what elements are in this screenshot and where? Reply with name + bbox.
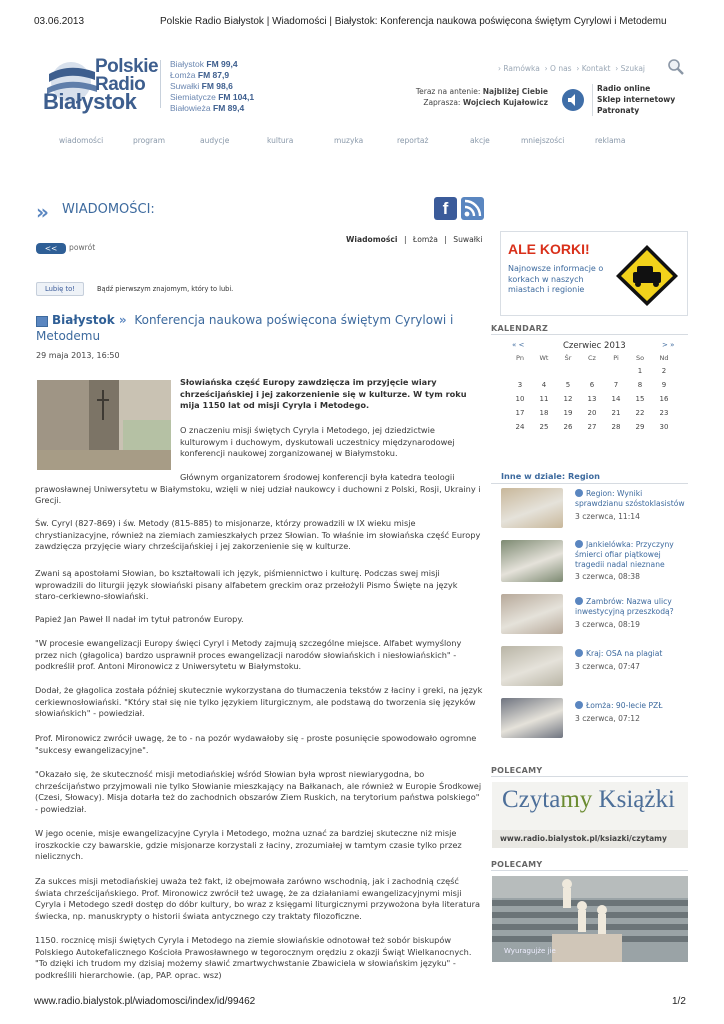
frequency-row: Suwałki FM 98,6 <box>170 81 233 91</box>
print-date: 03.06.2013 <box>34 16 85 27</box>
calendar-day[interactable]: 27 <box>587 423 597 431</box>
logo-line1: Polskie <box>95 56 159 77</box>
top-nav: › Ramówka › O nas › Kontakt › Szukaj <box>498 64 645 73</box>
print-title: Polskie Radio Białystok | Wiadomości | Białystok: Konferencja naukowa poświęcona świętym Cyrylowi i Metodemu <box>160 16 667 27</box>
article-paragraph: 1150. rocznicę misji świętych Cyryla i Metodego na ziemie słowiańskie odnotował też sobór biskupów Polskiego Autokefalicznego Kościoła Prawosławnego w tegorocznym orędziu z okazji Świąt Wielkanocnych. "To dzięki ich trudom my dzisiaj możemy sławić zmartwychwstanie Zbawiciela w słowiańskim języku" - podkreślili hierarchowie. (ap, PAP. oprac. wsz) <box>35 935 472 981</box>
calendar-day[interactable]: 19 <box>563 409 573 417</box>
related-thumb[interactable] <box>501 594 563 634</box>
frequency-row: Siemiatycze FM 104,1 <box>170 92 255 102</box>
related-date: 3 czerwca, 08:19 <box>575 620 640 629</box>
related-date: 3 czerwca, 07:12 <box>575 714 640 723</box>
calendar-day[interactable]: 15 <box>635 395 645 403</box>
section-title: WIADOMOŚCI: <box>62 202 155 217</box>
calendar-day[interactable]: 20 <box>587 409 597 417</box>
article-paragraph: Św. Cyryl (827-869) i św. Metody (815-885) to misjonarze, którzy prowadzili w IX wieku misje chrystianizacyjne, również na ziemiach zamieszkałych przez Słowian. To właśnie im słowiańska część Europy zawdzięcza przyjęcie wiary chrześcijańskiej i jej zakorzenienie się w kulturze. <box>35 518 481 552</box>
host-name: Wojciech Kujałowicz <box>462 98 548 107</box>
search-icon[interactable] <box>667 58 685 76</box>
divider <box>592 84 593 116</box>
ad-box[interactable] <box>500 231 688 316</box>
nav-kontakt[interactable]: Kontakt <box>581 64 611 73</box>
logo-divider <box>160 60 161 108</box>
article-paragraph: Dodał, że głagolica została później skutecznie wykorzystana do tłumaczenia tekstów z łaciny i greki, na język cerkiewnosłowiański. "Który stał się nie tylko językiem liturgicznym, ale podstawą do tworzenia się języków słowiańskich" - powiedział. <box>35 685 483 719</box>
calendar-day[interactable]: 14 <box>611 395 621 403</box>
calendar-dayname: Śr <box>564 354 572 362</box>
calendar-day[interactable]: 8 <box>637 381 643 389</box>
back-link[interactable]: powrót <box>69 243 96 252</box>
link-shop[interactable]: Sklep internetowy <box>597 95 676 104</box>
calendar-month: Czerwiec 2013 <box>563 341 626 351</box>
recommended-label: POLECAMY <box>491 766 543 775</box>
nav-ramowka[interactable]: Ramówka <box>503 64 540 73</box>
like-text: Bądź pierwszym znajomym, który to lubi. <box>97 285 234 293</box>
calendar-day[interactable]: 1 <box>637 367 643 375</box>
calendar-day[interactable]: 12 <box>563 395 573 403</box>
section-chevrons-icon: » <box>36 200 46 224</box>
bullet-icon <box>575 540 583 548</box>
frequency-list <box>170 59 254 114</box>
calendar-day[interactable]: 13 <box>587 395 597 403</box>
right-links <box>597 83 675 116</box>
calendar-day[interactable]: 24 <box>515 423 525 431</box>
nav-audycje[interactable]: audycje <box>200 136 230 145</box>
article-paragraph: Papież Jan Paweł II nadał im tytuł patronów Europy. <box>35 614 244 624</box>
like-button[interactable]: Lubię to! <box>36 282 84 296</box>
calendar-prev[interactable]: « < <box>512 341 525 349</box>
recommended-photo[interactable] <box>492 876 688 962</box>
nav-kultura[interactable]: kultura <box>267 136 294 145</box>
related-thumb[interactable] <box>501 646 563 686</box>
divider <box>491 776 688 777</box>
article-heading: Białystok » Konferencja naukowa poświęcona świętym Cyrylowi i Metodemu <box>36 313 454 343</box>
facebook-icon[interactable]: f <box>434 197 457 220</box>
books-banner[interactable] <box>492 782 688 848</box>
nav-akcje[interactable]: akcje <box>470 136 490 145</box>
nav-wiadomosci[interactable]: wiadomości <box>59 136 104 145</box>
related-thumb[interactable] <box>501 488 563 528</box>
calendar-next[interactable]: > » <box>662 341 675 349</box>
calendar-day[interactable]: 3 <box>517 381 523 389</box>
speaker-icon[interactable] <box>561 88 585 112</box>
calendar-day[interactable]: 7 <box>613 381 619 389</box>
photo-caption: Wyuragujże jie <box>504 947 556 955</box>
calendar-dayname: So <box>635 354 645 362</box>
link-radio-online[interactable]: Radio online <box>597 84 651 93</box>
divider <box>491 483 688 484</box>
now-playing: Najbliżej Ciebie <box>482 87 548 96</box>
link-patronaty[interactable]: Patronaty <box>597 106 640 115</box>
frequency-row: Białowieża FM 89,4 <box>170 103 245 113</box>
calendar-day <box>508 364 532 378</box>
bullet-icon <box>575 649 583 657</box>
calendar-day <box>556 364 580 378</box>
article-paragraph: Prof. Mironowicz zwrócił uwagę, że to - na pozór wydawałoby się - proste posunięcie spowodowało ogromne "sukcesy ewangelizacyjne". <box>35 733 477 755</box>
calendar-day[interactable]: 17 <box>515 409 525 417</box>
related-thumb[interactable] <box>501 540 563 582</box>
calendar-dayname: Pi <box>613 354 619 362</box>
calendar-day[interactable]: 5 <box>565 381 571 389</box>
calendar-dayname: Nd <box>659 354 669 362</box>
calendar-day[interactable]: 29 <box>635 423 645 431</box>
article-paragraph: "W procesie ewangelizacji Europy święci Cyryl i Metody zajmują szczególne miejsce. Alfabet wymyślony przez nich (głagolica) bardzo usprawnił proces ewangelizacji narodów słowiańskich i niesłowiańskich" - podkreślił prof. Antoni Mironowicz z Uniwersytetu w Białymstoku. <box>35 638 462 672</box>
search-input[interactable]: Szukaj <box>620 64 645 73</box>
related-date: 3 czerwca, 11:14 <box>575 512 640 521</box>
calendar-day <box>580 364 604 378</box>
tab-wiadomosci[interactable]: Wiadomości <box>346 235 398 244</box>
print-page: 1/2 <box>672 996 686 1007</box>
calendar-table <box>508 352 676 434</box>
logo-line2: Radio <box>95 74 146 95</box>
related-title[interactable]: Kraj: OSA na plagiat <box>575 649 687 659</box>
calendar-day[interactable]: 26 <box>563 423 573 431</box>
related-date: 3 czerwca, 07:47 <box>575 662 640 671</box>
calendar-day <box>604 364 628 378</box>
calendar-day[interactable]: 10 <box>515 395 525 403</box>
related-date: 3 czerwca, 08:38 <box>575 572 640 581</box>
calendar-dayname: Wt <box>539 354 549 362</box>
article-photo <box>37 380 171 470</box>
article-paragraph: Za sukces misji metodiańskiej uważa też fakt, iż obejmowała zarówno wschodnią, jak i zachodnią część świata chrześcijańskiego. Prof. Mironowicz zwrócił też uwagę, że za działaniami ewangelizacyjnymi misji Cyryla i Metodego szedł dostęp do dóbr kultury, bo wraz z księgami liturgicznymi przywożona była literatura świecka, np. manuskrypty o historii świata antycznego czy traktaty filozoficzne. <box>35 876 480 922</box>
bullet-icon <box>575 701 583 709</box>
calendar-day[interactable]: 21 <box>611 409 621 417</box>
frequency-row: Łomża FM 87,9 <box>170 70 230 80</box>
frequency-row: Białystok FM 99,4 <box>170 59 238 69</box>
related-label: Inne w dziale: Region <box>501 471 600 481</box>
related-title[interactable]: Region: Wyniki sprawdzianu szóstoklasistów <box>575 489 685 508</box>
article-paragraph: Zwani są apostołami Słowian, bo kształtowali ich język, piśmiennictwo i kulturę. Podczas swej misji wprowadzili do liturgii język słowiański pisany alfabetem greckim oraz przełożyli Pismo Święte na język staro-cerkiewno-słowiański. <box>35 568 458 602</box>
nav-muzyka[interactable]: muzyka <box>334 136 364 145</box>
article-paragraph: Głównym organizatorem środowej konferencji była katedra teologii prawosławnej Uniwersytetu w Białymstoku, wzięli w niej udział naukowcy i duchowni z Polski, Rosji, Ukrainy i Grecji. <box>35 472 481 506</box>
calendar-day[interactable]: 16 <box>659 395 669 403</box>
calendar-dayname: Pn <box>516 354 524 362</box>
article-paragraph: O znaczeniu misji świętych Cyryla i Metodego, jej dziedzictwie kulturowym i duchowym, dyskutowali uczestnicy międzynarodowej konferencji naukowej zorganizowanej w Białymstoku. <box>180 425 455 459</box>
bullet-icon <box>575 489 583 497</box>
calendar-day[interactable]: 22 <box>635 409 645 417</box>
traffic-sign-icon <box>613 242 681 307</box>
divider <box>491 334 688 335</box>
calendar-day[interactable]: 9 <box>661 381 667 389</box>
calendar-day[interactable]: 18 <box>539 409 549 417</box>
tab-suwalki[interactable]: Suwałki <box>453 235 483 244</box>
logo-line3: Białystok <box>43 89 137 114</box>
calendar-day[interactable]: 28 <box>611 423 621 431</box>
article-paragraph: W jego ocenie, misje ewangelizacyjne Cyryla i Metodego, można uznać za bardziej skuteczne niż misje iroszkockie czy bawarskie, gdzie misjonarze korzystali z łaciny, zrozumiałej w tamtym czasie tylko przez nielicznych. <box>35 828 462 862</box>
calendar-day[interactable]: 25 <box>539 423 549 431</box>
article-paragraph: "Okazało się, że skuteczność misji metodiańskiej wśród Słowian była wprost niewiarygodna, bo chrześcijaństwo przyjmowali nie tylko Słowianie mieszkający na Bałkanach, ale również w Europie Środkowej (Czesi, Słowacy). Misja dotarła też do zachodnich obszarów Ziem Ruskich, na terytorium państwa polskiego" - powiedział. <box>35 769 482 815</box>
nav-program[interactable]: program <box>133 136 166 145</box>
recommended-label: POLECAMY <box>491 860 543 869</box>
print-url: www.radio.bialystok.pl/wiadomosci/index/id/99462 <box>34 996 256 1007</box>
back-button[interactable]: << <box>36 243 66 254</box>
calendar-day[interactable]: 4 <box>541 381 547 389</box>
region-tabs: Wiadomości | Łomża | Suwałki <box>346 235 483 244</box>
ad-text: Najnowsze informacje o korkach w naszych miastach i regionie <box>508 264 604 294</box>
calendar-day <box>532 364 556 378</box>
divider <box>491 870 688 871</box>
calendar-day[interactable]: 6 <box>589 381 595 389</box>
related-title[interactable]: Zambrów: Nazwa ulicy inwestycyjną przeszkodą? <box>575 597 674 616</box>
nav-o-nas[interactable]: O nas <box>550 64 572 73</box>
books-banner-url: www.radio.bialystok.pl/ksiazki/czytamy <box>500 834 667 843</box>
calendar-day[interactable]: 30 <box>659 423 669 431</box>
on-air: Teraz na antenie: Najbliżej Ciebie Zaprasza: Wojciech Kujałowicz <box>415 87 548 107</box>
books-banner-title: Czytamy Książki <box>502 786 675 813</box>
article-lead: Słowiańska część Europy zawdzięcza im przyjęcie wiary chrześcijańskiej i jej zakorzenienie się w kulturze. W tym roku mija 1150 lat od misji Cyryla i Metodego. <box>180 377 467 411</box>
nav-mniejszosci[interactable]: mniejszości <box>521 136 565 145</box>
calendar-day[interactable]: 11 <box>539 395 549 403</box>
nav-reportaz[interactable]: reportaż <box>397 136 429 145</box>
calendar-dayname: Cz <box>588 354 596 362</box>
calendar-day[interactable]: 2 <box>661 367 667 375</box>
article-date: 29 maja 2013, 16:50 <box>36 351 120 360</box>
nav-reklama[interactable]: reklama <box>595 136 626 145</box>
article-title: Konferencja naukowa poświęcona świętym Cyrylowi i Metodemu <box>36 313 454 343</box>
related-thumb[interactable] <box>501 698 563 738</box>
article-region[interactable]: Białystok <box>52 313 115 327</box>
tab-lomza[interactable]: Łomża <box>412 235 438 244</box>
rss-icon[interactable] <box>461 197 484 220</box>
calendar-label: KALENDARZ <box>491 324 549 333</box>
related-title[interactable]: Jankielówka: Przyczyny śmierci ofiar piątkowej tragedii nadal nieznane <box>575 540 674 569</box>
ad-title: ALE KORKI! <box>508 241 590 257</box>
related-title[interactable]: Łomża: 90-lecie PZŁ <box>575 701 687 711</box>
calendar-day[interactable]: 23 <box>659 409 669 417</box>
bullet-icon <box>575 597 583 605</box>
